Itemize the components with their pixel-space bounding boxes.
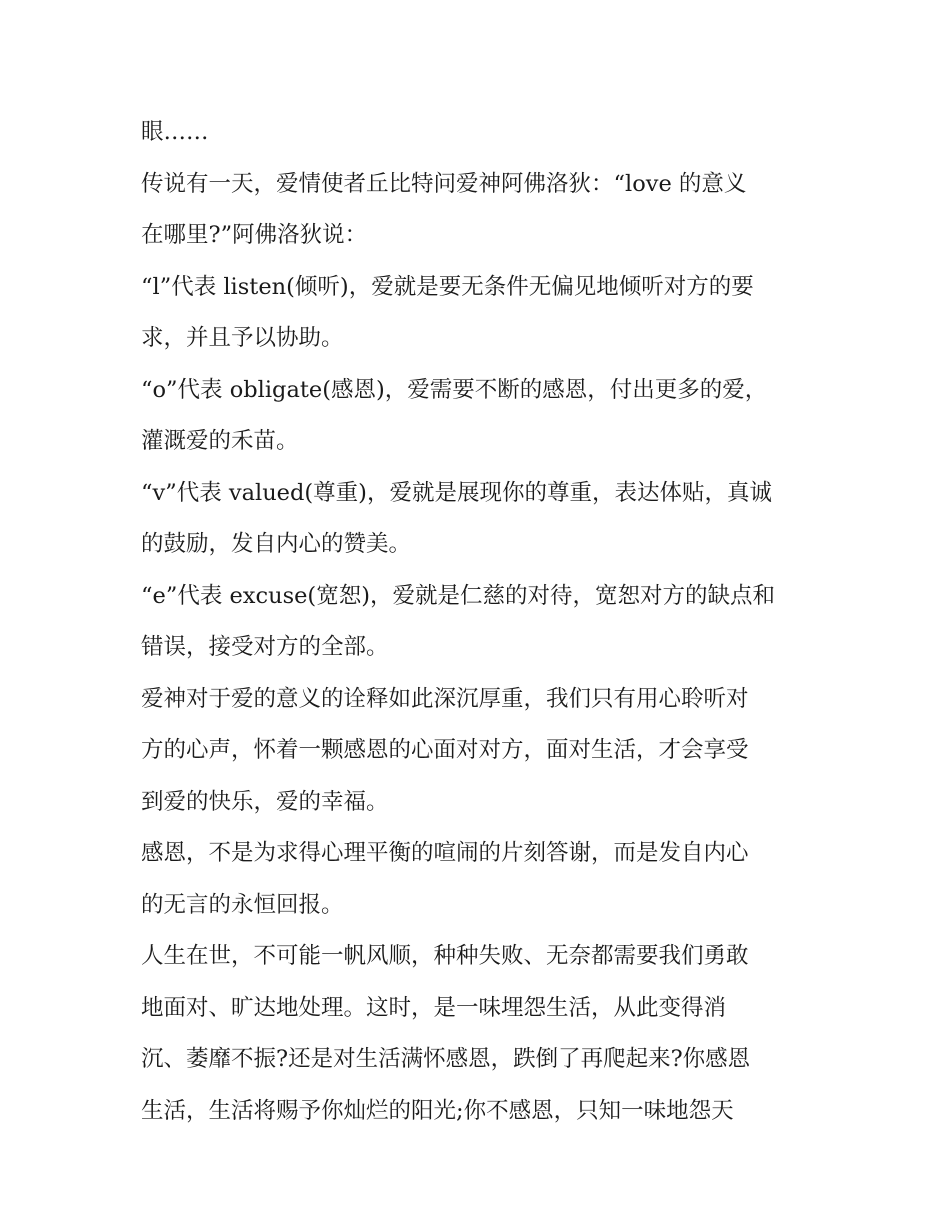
text-line: 方的心声，怀着一颗感恩的心面对对方，面对生活，才会享受 — [141, 737, 749, 763]
text-line: “o”代表 obligate(感恩)，爱需要不断的感恩，付出更多的爱， — [141, 376, 768, 403]
text-line: 眼…… — [141, 119, 209, 145]
text-line: 错误，接受对方的全部。 — [141, 634, 389, 660]
text-line: 生活，生活将赐予你灿烂的阳光;你不感恩，只知一味地怨天 — [141, 1097, 734, 1124]
text-line: 爱神对于爱的意义的诠释如此深沉厚重，我们只有用心聆听对 — [141, 685, 749, 712]
document-body — [141, 107, 821, 1137]
text-line: 感恩，不是为求得心理平衡的喧闹的片刻答谢，而是发自内心 — [141, 840, 749, 866]
text-line: 的无言的永恒回报。 — [141, 891, 344, 918]
text-line: 地面对、旷达地处理。这时，是一味埋怨生活，从此变得消 — [141, 994, 727, 1021]
text-line: 在哪里?”阿佛洛狄说： — [141, 222, 368, 248]
text-line: 灌溉爱的禾苗。 — [141, 428, 299, 454]
text-line: 沉、萎靡不振?还是对生活满怀感恩，跌倒了再爬起来?你感恩 — [141, 1046, 751, 1072]
text-line: “v”代表 valued(尊重)，爱就是展现你的尊重，表达体贴，真诚 — [141, 479, 772, 506]
text-line: 求，并且予以协助。 — [141, 325, 344, 351]
text-line: 传说有一天，爱情使者丘比特问爱神阿佛洛狄：“love 的意义 — [141, 170, 747, 197]
text-line: 到爱的快乐，爱的幸福。 — [141, 788, 389, 815]
text-line: 人生在世，不可能一帆风顺，种种失败、无奈都需要我们勇敢 — [141, 943, 749, 969]
text-line: “l”代表 listen(倾听)，爱就是要无条件无偏见地倾听对方的要 — [141, 273, 754, 300]
text-line: 的鼓励，发自内心的赞美。 — [141, 531, 412, 557]
text-line: “e”代表 excuse(宽恕)，爱就是仁慈的对待，宽恕对方的缺点和 — [141, 582, 775, 609]
